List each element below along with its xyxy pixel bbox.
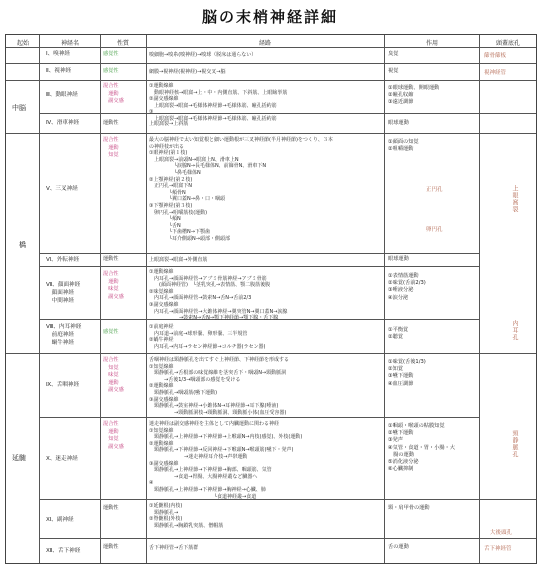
pathway-7: ①運動線維 内耳孔→顔面神経管→アブミ骨筋神経→アブミ骨筋 (顔面神経管) └茎乳突孔→表情筋、顎二腹筋後腹 ②味覚線維 内耳孔→顔面神経管→鼓索N→舌N→舌前2/3 ③副交感線維 内耳孔→顔面神経管→大錐体神経→翼突管N→翼口蓋N→涙腺 →鼓索N→舌N→顎下神経節→顎下腺・舌下腺	[149, 269, 288, 322]
col-divider	[100, 35, 101, 563]
nerve-name-2: Ⅱ、視神経	[46, 68, 72, 74]
nerve-name-4: Ⅳ、滑車神経	[46, 120, 80, 126]
header-property: 性質	[116, 40, 129, 47]
function-5: ①顔面の知覚 ②咀嚼運動	[388, 139, 419, 153]
pathway-6: 上眼窩裂→眼窩→外側直筋	[149, 257, 208, 263]
property-9: 混合性 知覚 味覚 運動 副交感	[103, 357, 124, 393]
foramen-2: 視神経管	[484, 70, 507, 76]
nerve-name-8: Ⅷ、内耳神経 前庭神経 蝸牛神経	[46, 324, 82, 346]
pathway-11: ①延髄根(内枝) 頸静脈孔→ ②脊髄根(外枝) 頸静脈孔→胸鎖乳突筋、僧帽筋	[149, 503, 224, 529]
page-title: 脳の末梢神経詳細	[201, 8, 338, 26]
col-divider	[384, 35, 385, 563]
pathway-2: 網膜→視神経(視神経)→視交叉→脳	[149, 69, 226, 75]
function-9: ①味覚(舌後1/3) ②知覚 ③嚥下運動 ④血圧調節	[388, 359, 426, 387]
header-origin: 起始	[16, 40, 29, 47]
nerve-name-9: Ⅸ、舌咽神経	[46, 382, 80, 388]
header-nerve: 神経名	[60, 40, 79, 47]
foramen-rotundum: 正円孔	[426, 187, 443, 193]
function-2: 視覚	[388, 68, 399, 74]
nerve-name-1: Ⅰ、嗅神経	[46, 51, 71, 57]
property-10: 混合性 運動 知覚 副交感	[103, 421, 124, 450]
pathway-4: 上眼窩裂→上斜筋	[149, 121, 189, 127]
function-12: 舌の運動	[388, 544, 409, 550]
foramen-internal-acoustic: 内耳孔	[511, 320, 518, 341]
origin-midbrain: 中脳	[12, 104, 26, 112]
nerve-name-3: Ⅲ、動眼神経	[46, 92, 78, 98]
function-1: 臭覚	[388, 51, 399, 57]
foramen-ovale: 卵円孔	[426, 227, 443, 233]
foramen-12: 舌下神経管	[484, 546, 512, 552]
property-2: 感覚性	[103, 68, 119, 74]
origin-medulla: 延髄	[12, 454, 26, 462]
function-7: ①表情筋運動 ②味覚(舌前2/3) ③唾液分泌 ④涙分泌	[388, 273, 426, 301]
row-divider	[39, 417, 479, 418]
pathway-8: ①前庭神経 内耳道→前庭→球形嚢、卵形嚢、三半規管 ②蝸牛神経 内耳孔→内耳→ラセン神経節→コルチ器(ラセン器)	[149, 324, 266, 350]
row-divider	[39, 253, 479, 254]
function-11: 頸・肩甲骨の運動	[388, 505, 430, 511]
origin-pons: 橋	[19, 241, 26, 249]
row-divider	[39, 266, 479, 267]
nerve-name-11: Ⅺ、副神経	[46, 517, 74, 523]
property-1: 感覚性	[103, 51, 119, 57]
pathway-9: 舌咽神経は頸静脈孔を出てすぐ上神経節、下神経節を形成する ①知覚線維 頸静脈孔→舌根部の味覚線維を茎突舌下・咽頭N→頸動脈洞 →舌後1/3→咽頭部の感覚を受ける ②運動線維 頸静脈孔→咽頭筋(嚥下運動) ③副交感線維 頸静脈孔→鼓室神経→小錐体N→耳神経節→耳下腺(唾液) →頸動脈洞枝→頸動脈洞、頸動脈小体(血圧受容器)	[149, 357, 290, 416]
nerve-name-6: Ⅵ、外転神経	[46, 257, 80, 263]
foramen-superior-orbital: 上眼窩裂	[511, 185, 518, 213]
property-8: 感覚性	[103, 329, 119, 335]
nerve-name-7: Ⅶ、顔面神経 顔面神経 中間神経	[46, 282, 81, 304]
function-10: ①咽頭・喉頭の粘膜知覚 ②嚥下運動 ③発声 ④気管・食道・胃・小腸・大 腸の運動 ⑤消化液分泌 ⑥心臓抑制	[388, 423, 455, 473]
nerve-table	[5, 34, 537, 564]
property-4: 運動性	[103, 120, 119, 126]
nerve-name-12: Ⅻ、舌下神経	[46, 548, 81, 554]
foramen-1: 篩骨篩板	[484, 53, 507, 59]
row-divider	[39, 538, 536, 539]
property-7: 混合性 運動 味覚 副交感	[103, 271, 124, 300]
nerve-name-10: Ⅹ、迷走神経	[46, 456, 78, 462]
row-divider	[6, 133, 536, 134]
function-6: 眼球運動	[388, 256, 409, 262]
header-function: 作用	[425, 40, 438, 47]
pathway-3: ①運動線維 動眼神経核→眼窩→上・中・内側直筋、下斜筋、上眼瞼挙筋 ②副交感線維 上眼窩裂→眼窩→毛様体神経節→毛様体筋、瞳孔括約筋 ③ 上眼窩裂→眼窩→毛様体神経節→毛様体筋、瞳孔括約筋	[149, 83, 288, 122]
row-divider	[6, 353, 536, 354]
property-3: 混合性 運動 副交感	[103, 83, 124, 104]
foramen-magnum: 大後頭孔	[490, 530, 513, 536]
function-3: ①眼球運動、開眼運動 ②瞳孔収縮 ③遠近調節	[388, 85, 440, 106]
pathway-12: 舌下神経管→舌下筋群	[149, 545, 199, 551]
function-4: 眼球運動	[388, 120, 409, 126]
header-pathway: 経路	[258, 40, 271, 47]
nerve-name-5: Ⅴ、三叉神経	[46, 186, 78, 192]
property-11: 運動性	[103, 505, 119, 511]
function-8: ①平衡覚 ②聴覚	[388, 327, 409, 341]
row-divider	[6, 47, 536, 48]
foramen-jugular: 頸静脈孔	[511, 430, 518, 458]
pathway-10: 迷走神経は副交感神経を主体として内臓運動に関わる神経 ①知覚線維 頸静脈孔→上神経節→下神経節→上喉頭N→内枝(感覚)、外枝(運動) ②運動線維 頸静脈孔→下神経節→反回神経→下喉頭N→喉頭筋(嚥下・発声) →迷走神経耳介枝→声帯運動 ③副交感線維 頸静脈孔→上神経節→下神経節→胸部、咽頭筋、気管 →食道→胃腸、大腸神経叢など臓器へ ④ 頸静脈孔→上神経節→下神経節→胸神経→心臓、肺 └食道神経叢→食道	[149, 421, 303, 500]
row-divider	[39, 113, 536, 114]
property-12: 運動性	[103, 544, 119, 550]
col-divider	[146, 35, 147, 563]
row-divider	[6, 63, 536, 64]
property-6: 運動性	[103, 256, 119, 262]
col-divider	[479, 35, 480, 563]
row-divider	[6, 80, 536, 81]
pathway-5: 最大の脳神経で太い知覚根と細い運動根が三叉神経節(半月神経節)をつくり、３本 の神経枝が出る ①眼神経(第１枝) 上眼窩裂→前頭N→眼窩上N、滑車上N └涙腺N→長毛様体N、前篩骨N、滑車下N └鼻毛様体N ②上顎神経(第２枝) 正円孔→眼窩下N └頬骨N └翼口蓋N→鼻・口・咽頭 ③下顎神経(第３枝) 卵円孔→咀嚼筋枝(運動) └頬N └舌N └下歯槽N→下顎歯 └耳介側頭N→頭部・側頭部	[149, 137, 333, 242]
property-5: 混合性 運動 知覚	[103, 137, 119, 158]
col-divider	[39, 35, 40, 563]
header-foramen: 頭蓋底孔	[495, 40, 520, 47]
pathway-1: 嗅細胞→嗅糸(嗅神経)→嗅球（脱床は通らない）	[149, 52, 257, 58]
